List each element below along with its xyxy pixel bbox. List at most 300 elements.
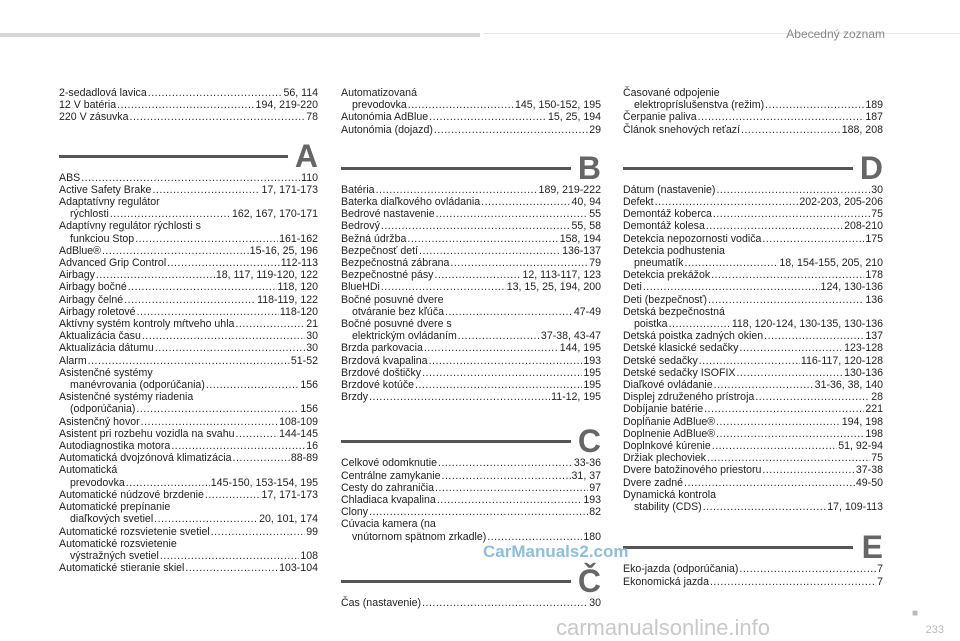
entry-label: Chladiaca kvapalina [341,494,436,507]
leader-dots [704,403,864,415]
entry-pages: 7 [877,575,883,588]
entry-label: Brzda parkovacia [341,342,423,355]
entry-main-line [623,576,883,588]
leader-dots [481,196,570,208]
pre-entries [59,87,318,124]
entry-main-line [59,342,318,354]
pre-entries [623,87,883,136]
leader-dots [703,501,827,513]
entry-pages: 20, 101, 174 [259,513,318,526]
entry-label: Detekcia prekážok [623,269,711,282]
entry-main-line [623,452,883,464]
entry-label: prevodovka [352,99,407,112]
index-entry [623,269,883,281]
entry-pages: 188, 208 [841,123,883,136]
entry-main-line [341,208,601,220]
section-rule [341,580,571,583]
index-entry [341,355,601,367]
index-entry [623,416,883,428]
leader-dots [435,482,588,494]
index-entry [59,111,318,123]
index-entry [59,99,318,111]
entry-main-line [623,99,883,111]
entry-pages: 137 [865,330,883,343]
entry-label: Čas (nastavenie) [341,596,422,609]
index-entry [341,494,601,506]
leader-dots [716,416,841,428]
index-section [341,149,601,404]
entry-main-line [59,477,318,489]
index-entry [59,391,318,415]
entry-label: Batéria [341,183,375,196]
entry-pages: 40, 94 [571,196,601,209]
leader-dots [764,330,864,342]
entry-label: poistka [634,318,668,331]
entry-label: Centrálne zamykanie [341,469,441,482]
leader-dots [124,294,256,306]
entry-label: Demontáž koberca [623,208,712,221]
entry-label: Airbagy roletové [59,305,136,318]
entry-label: Automatická dvojzónová klimatizácia [59,452,232,465]
entry-main-line [59,526,318,538]
index-entry [341,184,601,196]
entry-label: BlueHDi [341,281,380,294]
entry-pages: 56, 114 [283,87,318,99]
entry-main-line [59,355,318,367]
page-number: 233 [925,624,944,636]
entry-label-line: Automatické rozsvietenie [59,537,177,550]
section-letter: D [859,149,883,186]
entry-label-line: Detekcia podhustenia [623,244,725,257]
leader-dots [422,367,582,379]
index-entry [623,379,883,391]
entry-pages: 108-109 [279,415,318,428]
section-a [59,137,318,575]
index-entry [59,367,318,391]
entry-pages: 31-36, 38, 140 [814,379,883,392]
entry-main-line [59,562,318,574]
entry-pages: 187 [865,111,883,124]
index-section [341,562,601,609]
entry-main-line [341,391,601,403]
entry-pages: 156 [300,403,318,416]
index-entry [59,489,318,501]
entry-main-line [341,233,601,245]
entry-pages: 118-120 [279,305,318,318]
entry-label: ABS [59,171,81,184]
index-entry [341,597,601,609]
header-rule [484,33,960,34]
leader-dots [137,306,279,318]
entry-label: Detská poistka zadných okien [623,330,764,343]
entry-main-line [341,196,601,208]
index-entry [623,403,883,415]
entry-pages: 202-203, 205-206 [799,196,883,209]
leader-dots [171,440,305,452]
entry-pages: 21 [306,318,318,331]
entry-pages: 145-150, 153-154, 195 [210,476,318,489]
entry-label: Bežná údržba [341,232,407,245]
section-letter: Č [577,562,601,599]
entry-main-line [341,245,601,257]
leader-dots [141,416,278,428]
entry-main-line [59,440,318,452]
index-entry [59,245,318,257]
entry-main-line [623,391,883,403]
entry-label: Asistenčný hovor [59,415,140,428]
entry-pages: 79 [589,257,601,270]
entry-main-line [341,257,601,269]
entry-label: Autonómia AdBlue [341,111,429,124]
entry-label: Alarm [59,354,87,367]
entry-label-line: Asistenčné systémy riadenia [59,391,194,404]
entry-pages: 75 [871,452,883,465]
index-entry [623,233,883,245]
entry-main-line [59,172,318,184]
entry-label: Automatické rozsvietenie svetiel [59,525,210,538]
leader-dots [422,597,588,609]
entry-main-line [623,379,883,391]
index-entry [341,257,601,269]
entry-main-line [59,281,318,293]
entry-pages: 116-117, 120-128 [800,354,883,367]
entry-main-line [623,233,883,245]
entry-label: Automatické núdzové brzdenie [59,488,204,501]
entry-main-line [623,220,883,232]
leader-dots [369,391,550,403]
entry-label: (odporúčania) [70,403,136,416]
entry-pages: 88-89 [290,452,318,465]
section-entries [623,184,883,513]
entry-pages: 51, 92-94 [838,440,883,453]
entry-label: Článok snehových reťazí [623,123,741,136]
entry-main-line [623,416,883,428]
leader-dots [408,99,514,111]
entry-pages: 16 [306,440,318,453]
entry-main-line [59,269,318,281]
leader-dots [434,124,588,136]
entry-pages: 189, 219-222 [538,183,601,196]
index-entry [341,506,601,518]
leader-dots [643,281,820,293]
index-entry [623,452,883,464]
entry-pages: 193 [583,354,601,367]
entry-label: 2-sedadlová lavica [59,87,147,99]
index-entry [59,342,318,354]
leader-dots [706,220,843,232]
index-entry [341,208,601,220]
index-entry [59,440,318,452]
leader-dots [684,257,778,269]
entry-main-line [341,99,601,111]
entry-main-line [59,294,318,306]
leader-dots [96,269,215,281]
section-rule [341,440,571,443]
entry-main-line [341,330,601,342]
entry-main-line [341,355,601,367]
entry-main-line [341,306,601,318]
index-entry [59,294,318,306]
entry-pages: 49-50 [855,476,883,489]
entry-main-line [341,111,601,123]
entry-label: Bedrové nastavenie [341,208,435,221]
index-column-1 [59,87,318,574]
entry-pages: 118, 120 [277,281,318,294]
entry-label: Deti [623,281,642,294]
index-entry [59,220,318,244]
index-entry [623,111,883,123]
leader-dots [445,306,573,318]
leader-dots [716,184,870,196]
section-letter: E [861,529,883,566]
entry-label: Doplnenie AdBlue® [623,427,716,440]
index-entry [59,184,318,196]
entry-pages: 37-38, 43-47 [540,330,601,343]
entry-pages: 156 [300,379,318,392]
index-entry [341,342,601,354]
leader-dots [762,233,864,245]
index-entry [623,245,883,269]
entry-label: Diaľkové ovládanie [623,379,713,392]
index-entry [341,391,601,403]
entry-main-line [59,379,318,391]
index-entry [59,318,318,330]
leader-dots [708,294,864,306]
leader-dots [102,245,249,257]
entry-pages: 221 [865,403,883,416]
index-section [623,531,883,587]
entry-label: manévrovania (odporúčania) [70,379,205,392]
index-entry [623,184,883,196]
entry-pages: 180 [583,530,601,543]
entry-label: prevodovka [70,476,125,489]
leader-dots [381,281,506,293]
index-entry [623,330,883,342]
leader-dots [211,526,305,538]
entry-main-line [623,124,883,136]
index-entry [341,518,601,542]
entry-pages: 17, 171-173 [261,183,318,196]
entry-label: Defekt [623,196,654,209]
entry-label-line: Automatické prepínanie [59,501,171,514]
entry-main-line [341,470,601,482]
section-entries [341,457,601,542]
index-entry [623,440,883,452]
entry-main-line [341,597,601,609]
index-entry [59,428,318,440]
index-section [341,425,601,542]
entry-pages: 193 [583,494,601,507]
leader-dots [148,87,283,99]
leader-dots [437,494,582,506]
entry-label: Active Safety Brake [59,183,152,196]
leader-dots [699,355,800,367]
entry-pages: 30 [306,342,318,355]
entry-pages: 161-162 [279,232,318,245]
section-header [341,562,601,599]
leader-dots [429,111,547,123]
leader-dots [755,391,870,403]
section-letter: C [577,423,601,460]
entry-pages: 18, 117, 119-120, 122 [215,269,318,282]
entry-pages: 30 [589,596,601,609]
entry-main-line [623,342,883,354]
section-entries [623,563,883,587]
entry-pages: 178 [865,269,883,282]
entry-label: Dvere zadné [623,476,684,489]
entry-main-line [59,550,318,562]
entry-main-line [623,440,883,452]
leader-dots [458,330,540,342]
entry-label: Displej združeného prístroja [623,391,755,404]
entry-label: 12 V batéria [59,99,117,112]
leader-dots [424,342,559,354]
index-entry [623,428,883,440]
entry-label-line: Cúvacia kamera (na [341,518,436,531]
entry-main-line [59,428,318,440]
leader-dots [407,233,558,245]
leader-dots [185,562,278,574]
entry-main-line [623,355,883,367]
entry-pages: 136 [865,293,883,306]
entry-label: Doplnkové kúrenie [623,440,711,453]
index-entry [59,172,318,184]
index-entry [341,379,601,391]
entry-label: Bezpečnostné pásy [341,269,434,282]
entry-pages: 112-113 [280,257,318,270]
index-entry [341,111,601,123]
entry-label-line: Adaptívny regulátor rýchlosti s [59,220,201,233]
entry-label-line: Bočné posuvné dvere s [341,318,452,331]
entry-main-line [623,196,883,208]
watermark-logo: CarManuals2.com [483,542,629,561]
entry-main-line [59,318,318,330]
leader-dots [429,355,583,367]
entry-label: vnútornom spätnom zrkadle) [352,530,487,543]
entry-label: elektropríslušenstva (režim) [634,99,765,112]
entry-label: Aktualizácia času [59,330,141,343]
leader-dots [714,379,814,391]
entry-main-line [59,111,318,123]
entry-pages: 123-128 [844,342,883,355]
entry-main-line [623,428,883,440]
entry-main-line [623,184,883,196]
section-rule [623,167,853,170]
leader-dots [128,281,277,293]
leader-dots [655,196,799,208]
section-letter: A [294,137,318,174]
entry-label: AdBlue® [59,244,101,257]
entry-label: Bezpečnostná zábrana [341,257,450,270]
entry-label: rýchlosti [70,208,109,221]
entry-label: Demontáž kolesa [623,220,705,233]
leader-dots [135,233,278,245]
entry-main-line [341,506,601,518]
index-entry [59,538,318,562]
index-entry [59,87,318,99]
leader-dots [136,403,299,415]
leader-dots [707,452,870,464]
entry-label: Autonómia (dojazd) [341,123,433,136]
entry-pages: 30 [306,330,318,343]
entry-main-line [59,452,318,464]
entry-label-line: Asistenčné systémy [59,366,153,379]
index-entry [59,330,318,342]
entry-pages: 13, 15, 25, 194, 200 [506,281,601,294]
entry-label: Brzdové kotúče [341,379,415,392]
entry-pages: 30 [871,183,883,196]
entry-pages: 17, 109-113 [827,501,883,514]
entry-main-line [59,513,318,525]
index-entry [59,355,318,367]
entry-pages: 195 [583,379,601,392]
leader-dots [376,184,538,196]
index-entry [59,464,318,488]
entry-pages: 33-36 [573,457,601,470]
entry-main-line [623,269,883,281]
entry-pages: 195 [583,366,601,379]
leader-dots [710,576,876,588]
leader-dots [684,477,855,489]
leader-dots [126,477,210,489]
index-entry [341,87,601,111]
entry-pages: 99 [306,525,318,538]
entry-pages: 47-49 [573,305,601,318]
leader-dots [438,457,573,469]
entry-label-line: Adaptatívny regulátor [59,196,160,209]
leader-dots [436,208,589,220]
entry-label: Držiak plechoviek [623,452,707,465]
leader-dots [736,367,843,379]
entry-main-line [623,403,883,415]
section-letter: B [577,149,601,186]
entry-label: Dátum (nastavenie) [623,183,716,196]
leader-dots [142,330,305,342]
index-entry [59,416,318,428]
entry-label: Clony [341,506,369,519]
leader-dots [167,257,280,269]
sections [623,149,883,588]
entry-label: elektrickým ovládaním [352,330,457,343]
index-entry [59,452,318,464]
entry-pages: 118-119, 122 [257,293,318,306]
entry-label: Bezpečnosť detí [341,244,419,257]
entry-label: Deti (bezpečnosť) [623,293,708,306]
leader-dots [442,470,571,482]
index-entry [623,342,883,354]
entry-pages: 103-104 [279,562,318,575]
index-entry [341,482,601,494]
entry-pages: 82 [589,506,601,519]
index-entry [623,576,883,588]
index-entry [59,257,318,269]
entry-main-line [623,464,883,476]
section-rule [59,155,288,158]
index-entry [623,124,883,136]
entry-pages: 194, 219-220 [255,99,318,112]
leader-dots [713,208,870,220]
index-entry [59,526,318,538]
leader-dots [415,379,582,391]
entry-main-line [59,245,318,257]
entry-label: Detekcia nepozornosti vodiča [623,232,762,245]
entry-main-line [341,457,601,469]
entry-main-line [341,482,601,494]
entry-main-line [341,220,601,232]
leader-dots [206,379,299,391]
sections [341,149,601,609]
leader-dots [762,464,855,476]
